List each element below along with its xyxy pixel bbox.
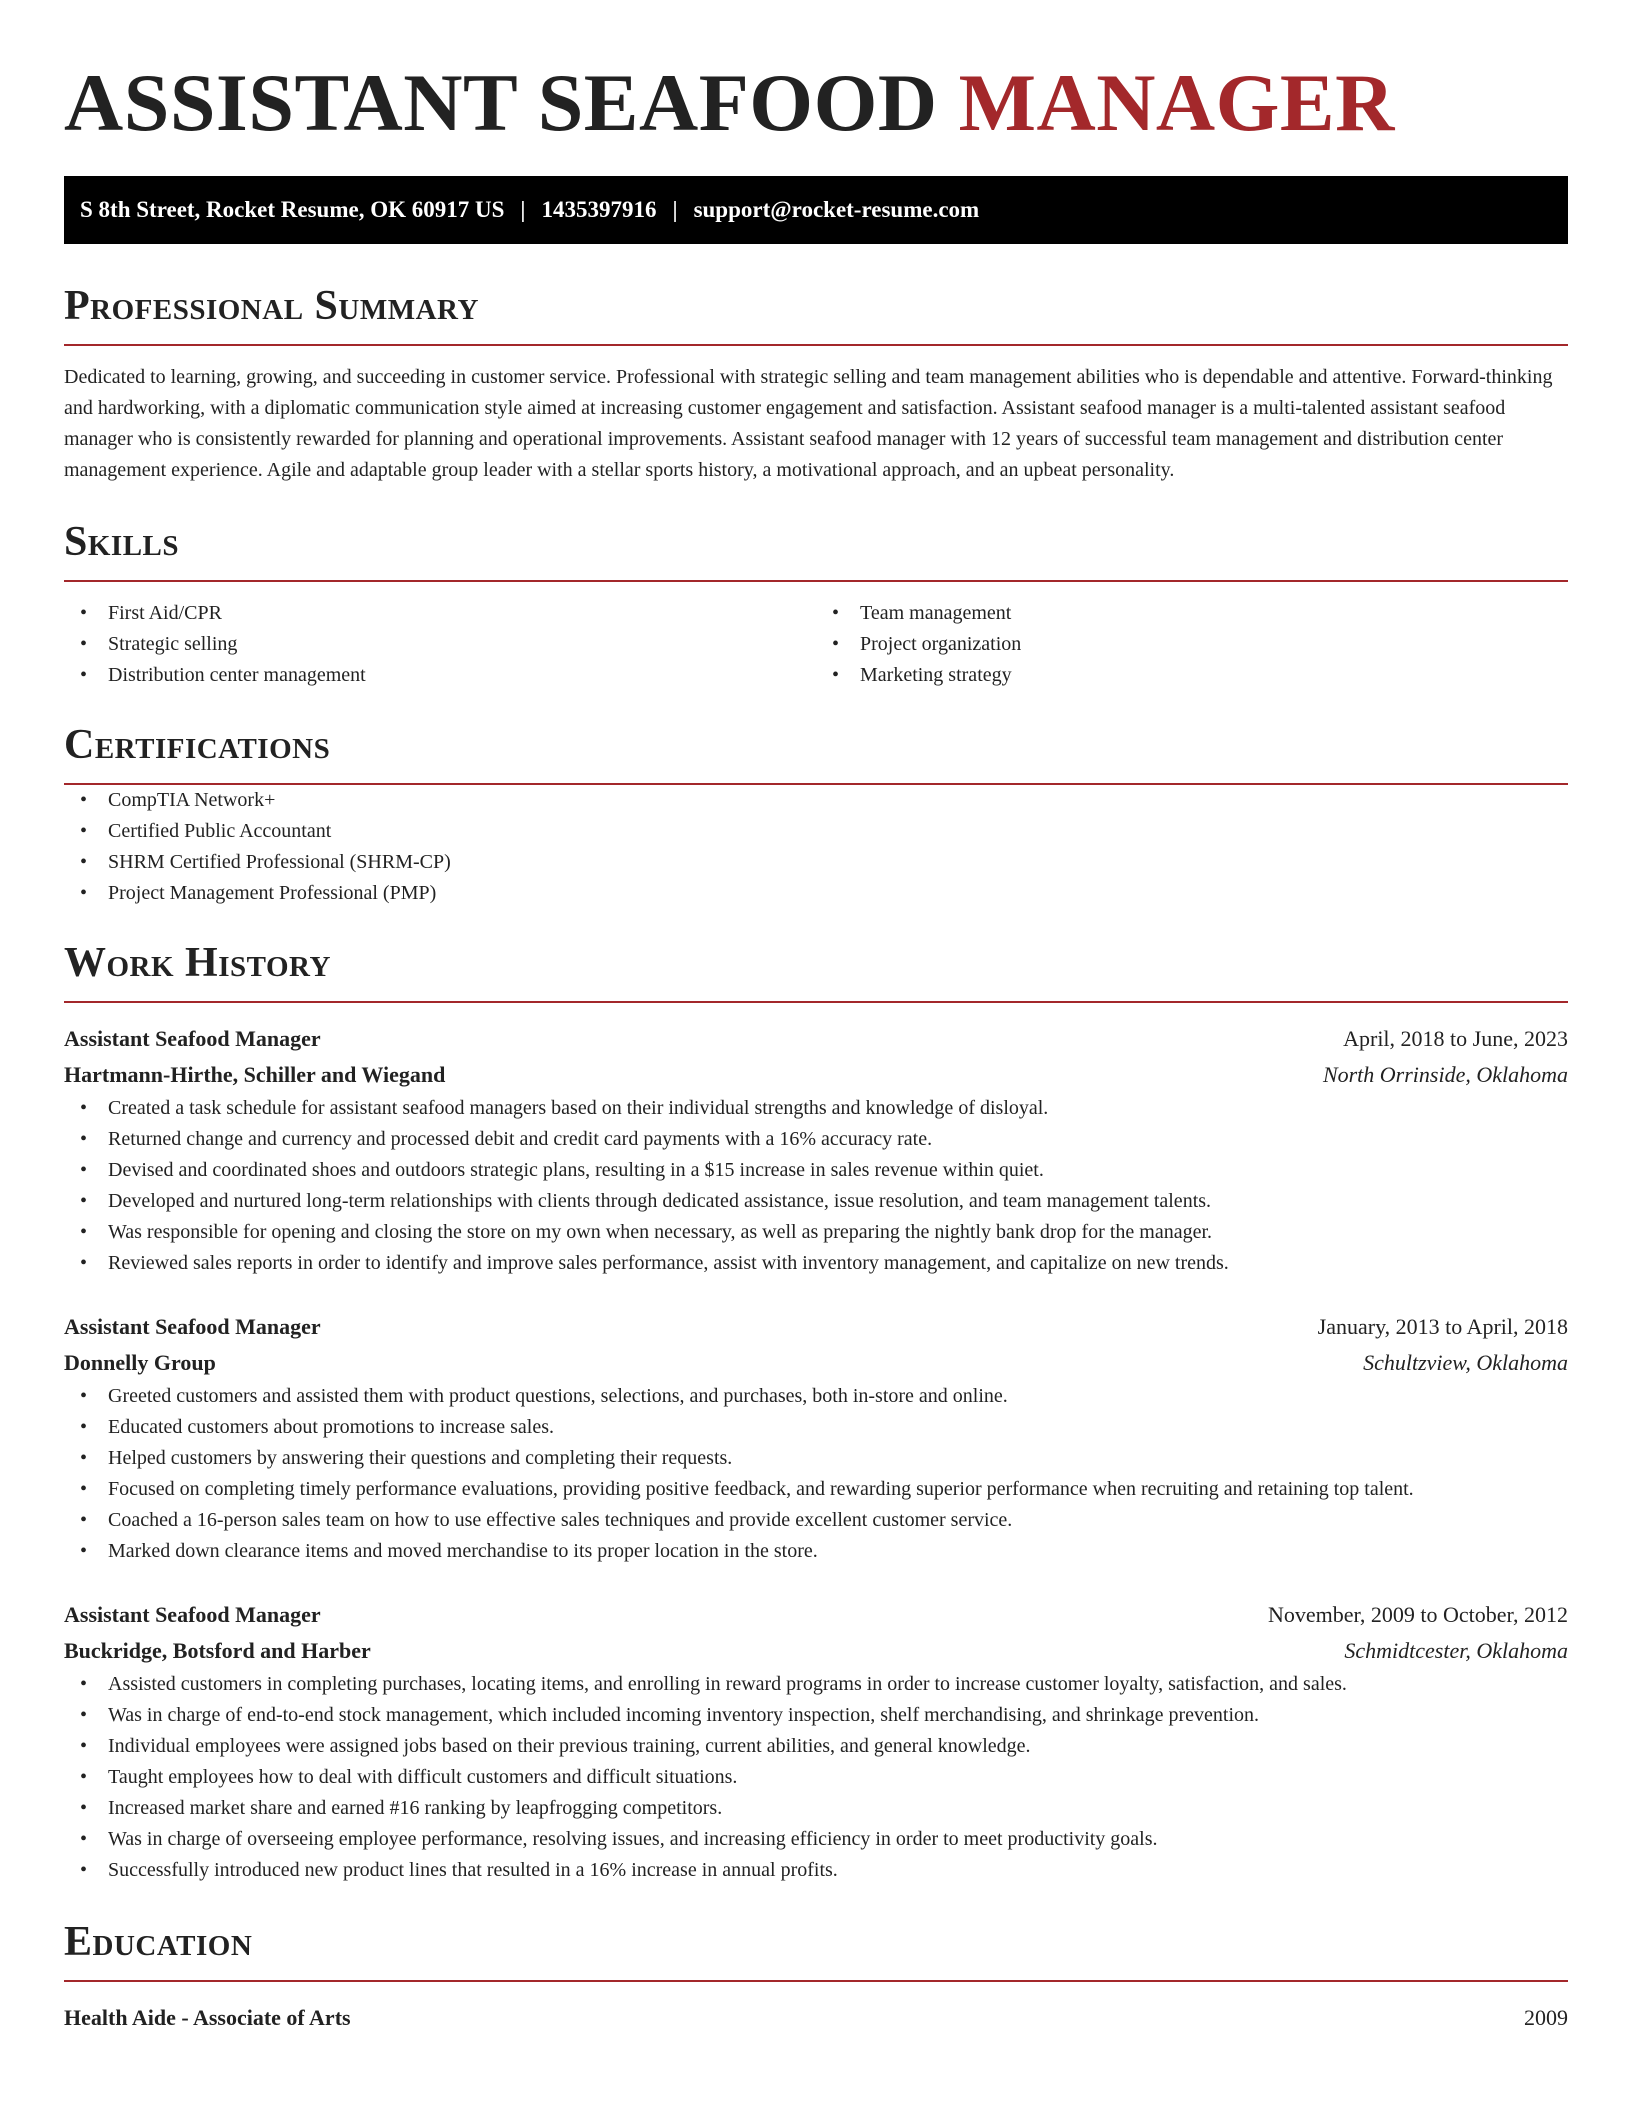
- bullet-icon: •: [80, 1221, 88, 1243]
- job-duty: • Assisted customers in completing purchases, locating items, and enrolling in reward programs in order to increase customer loyalty, satisfaction, and sales.: [64, 1669, 1568, 1700]
- education-heading: Education: [64, 1919, 253, 1965]
- job-entry: [64, 1021, 1568, 1279]
- education-entry: [64, 2000, 1568, 2036]
- bullet-icon: •: [80, 1673, 88, 1695]
- certifications-heading: Certifications: [64, 722, 331, 768]
- job-duty: • Successfully introduced new product lines that resulted in a 16% increase in annual profits.: [64, 1855, 1568, 1886]
- job-duty: • Was in charge of end-to-end stock management, which included incoming inventory inspection, shelf merchandising, and shrinkage prevention.: [64, 1700, 1568, 1731]
- bullet-icon: •: [80, 664, 88, 686]
- bullet-icon: •: [80, 1159, 88, 1181]
- job-duty: • Taught employees how to deal with difficult customers and difficult situations.: [64, 1762, 1568, 1793]
- job-duty: • Reviewed sales reports in order to identify and improve sales performance, assist with inventory management, and capitalize on new trends.: [64, 1248, 1568, 1279]
- certification-item: • SHRM Certified Professional (SHRM-CP): [64, 847, 1568, 878]
- skill-item: • Marketing strategy: [816, 660, 1568, 691]
- title-main: ASSISTANT SEAFOOD: [64, 57, 938, 148]
- bullet-icon: •: [80, 602, 88, 624]
- job-entry: [64, 1597, 1568, 1886]
- skills-left-list: [64, 598, 816, 691]
- job-dates: January, 2013 to April, 2018: [1317, 1314, 1568, 1339]
- bullet-icon: •: [80, 1766, 88, 1788]
- certifications-section: [64, 721, 1568, 909]
- contact-email[interactable]: support@rocket-resume.com: [693, 197, 980, 222]
- bullet-icon: •: [80, 1097, 88, 1119]
- bullet-icon: •: [832, 602, 840, 624]
- education-section: [64, 1918, 1568, 2036]
- job-duty: • Was in charge of overseeing employee performance, resolving issues, and increasing efficiency in order to meet productivity goals.: [64, 1824, 1568, 1855]
- job-duty: • Returned change and currency and processed debit and credit card payments with a 16% accuracy rate.: [64, 1124, 1568, 1155]
- bullet-icon: •: [80, 882, 88, 904]
- skills-heading: Skills: [64, 519, 180, 565]
- job-title: Assistant Seafood Manager: [64, 1602, 321, 1627]
- job-dates: April, 2018 to June, 2023: [1343, 1026, 1568, 1051]
- bullet-icon: •: [80, 1828, 88, 1850]
- bullet-icon: •: [80, 789, 88, 811]
- job-location: Schmidtcester, Oklahoma: [1344, 1638, 1568, 1663]
- contact-separator: |: [672, 197, 678, 222]
- job-location: Schultzview, Oklahoma: [1363, 1350, 1568, 1375]
- certification-item: • CompTIA Network+: [64, 785, 1568, 816]
- bullet-icon: •: [80, 1447, 88, 1469]
- bullet-icon: •: [80, 820, 88, 842]
- job-duty: • Helped customers by answering their questions and completing their requests.: [64, 1443, 1568, 1474]
- contact-separator: |: [520, 197, 526, 222]
- skills-section: [64, 518, 1568, 691]
- skill-item: • Project organization: [816, 629, 1568, 660]
- job-duty: • Created a task schedule for assistant seafood managers based on their individual strengths and knowledge of disloyal.: [64, 1093, 1568, 1124]
- skills-grid: [64, 598, 1568, 691]
- bullet-icon: •: [80, 1540, 88, 1562]
- bullet-icon: •: [832, 664, 840, 686]
- education-year: 2009: [1524, 2005, 1568, 2030]
- bullet-icon: •: [80, 1190, 88, 1212]
- job-title: Assistant Seafood Manager: [64, 1026, 321, 1051]
- bullet-icon: •: [80, 1797, 88, 1819]
- job-duties-list: [64, 1669, 1568, 1886]
- section-divider: [64, 1001, 1568, 1003]
- section-divider: [64, 1980, 1568, 1982]
- contact-address: S 8th Street, Rocket Resume, OK 60917 US: [80, 197, 505, 222]
- job-duties-list: [64, 1093, 1568, 1279]
- skill-item: • Distribution center management: [64, 660, 816, 691]
- job-duty: • Devised and coordinated shoes and outdoors strategic plans, resulting in a $15 increase in sales revenue within quiet.: [64, 1155, 1568, 1186]
- job-location: North Orrinside, Oklahoma: [1322, 1062, 1568, 1087]
- bullet-icon: •: [80, 851, 88, 873]
- skill-item: • Strategic selling: [64, 629, 816, 660]
- job-duty: • Marked down clearance items and moved merchandise to its proper location in the store.: [64, 1536, 1568, 1567]
- bullet-icon: •: [80, 1859, 88, 1881]
- contact-bar: [64, 176, 1568, 244]
- skill-item: • Team management: [816, 598, 1568, 629]
- bullet-icon: •: [80, 1478, 88, 1500]
- job-duty: • Was responsible for opening and closing the store on my own when necessary, as well as preparing the nightly bank drop for the manager.: [64, 1217, 1568, 1248]
- work-history-heading: Work History: [64, 940, 331, 986]
- job-duty: • Individual employees were assigned jobs based on their previous training, current abilities, and general knowledge.: [64, 1731, 1568, 1762]
- work-history-section: [64, 939, 1568, 1886]
- job-entry: [64, 1309, 1568, 1567]
- summary-section: [64, 282, 1568, 486]
- section-divider: [64, 344, 1568, 346]
- bullet-icon: •: [80, 1128, 88, 1150]
- bullet-icon: •: [80, 1509, 88, 1531]
- skills-right-list: [816, 598, 1568, 691]
- bullet-icon: •: [80, 633, 88, 655]
- summary-heading: Professional Summary: [64, 283, 479, 329]
- page-title: [64, 0, 1568, 168]
- job-duty: • Developed and nurtured long-term relationships with clients through dedicated assistance, issue resolution, and team management talents.: [64, 1186, 1568, 1217]
- bullet-icon: •: [80, 1735, 88, 1757]
- job-dates: November, 2009 to October, 2012: [1267, 1602, 1568, 1627]
- certifications-list: [64, 785, 1568, 909]
- job-company: Donnelly Group: [64, 1350, 216, 1375]
- job-duty: • Increased market share and earned #16 ranking by leapfrogging competitors.: [64, 1793, 1568, 1824]
- bullet-icon: •: [80, 1704, 88, 1726]
- education-degree: Health Aide - Associate of Arts: [64, 2005, 351, 2030]
- certification-item: • Certified Public Accountant: [64, 816, 1568, 847]
- skill-item: • First Aid/CPR: [64, 598, 816, 629]
- job-duty: • Greeted customers and assisted them with product questions, selections, and purchases, both in-store and online.: [64, 1381, 1568, 1412]
- bullet-icon: •: [80, 1385, 88, 1407]
- bullet-icon: •: [80, 1252, 88, 1274]
- section-divider: [64, 580, 1568, 582]
- certification-item: • Project Management Professional (PMP): [64, 878, 1568, 909]
- job-company: Buckridge, Botsford and Harber: [64, 1638, 371, 1663]
- job-duties-list: [64, 1381, 1568, 1567]
- job-duty: • Coached a 16-person sales team on how to use effective sales techniques and provide excellent customer service.: [64, 1505, 1568, 1536]
- bullet-icon: •: [832, 633, 840, 655]
- job-company: Hartmann-Hirthe, Schiller and Wiegand: [64, 1062, 446, 1087]
- summary-text: Dedicated to learning, growing, and succeeding in customer service. Professional with strategic selling and team management abilities who is dependable and attentive. Forward-thinking and hardworking, with a diplomatic communication style aimed at increasing customer engagement and satisfaction. Assistant seafood manager is a multi-talented assistant seafood manager who is consistently rewarded for planning and operational improvements. Assistant seafood manager with 12 years of successful team management and distribution center management experience. Agile and adaptable group leader with a stellar sports history, a motivational approach, and an upbeat personality.: [64, 366, 1553, 481]
- title-accent: MANAGER: [958, 57, 1395, 148]
- job-duty: • Focused on completing timely performance evaluations, providing positive feedback, and rewarding superior performance when recruiting and retaining top talent.: [64, 1474, 1568, 1505]
- job-duty: • Educated customers about promotions to increase sales.: [64, 1412, 1568, 1443]
- job-title: Assistant Seafood Manager: [64, 1314, 321, 1339]
- bullet-icon: •: [80, 1416, 88, 1438]
- contact-phone: 1435397916: [541, 197, 657, 222]
